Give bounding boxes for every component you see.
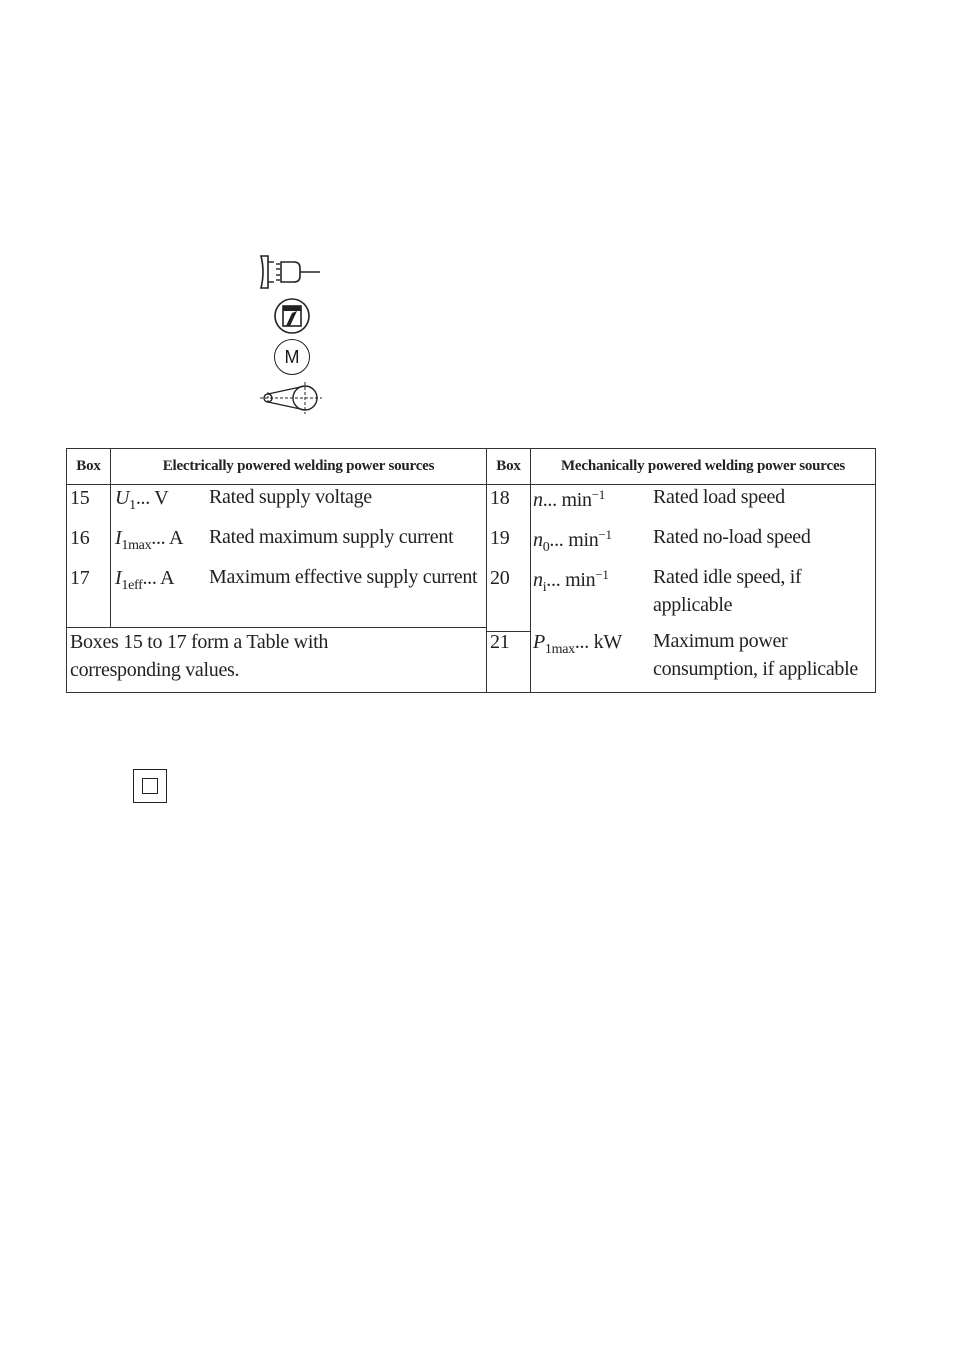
mechanical-box-21: 21 bbox=[490, 631, 510, 653]
description: Rated maximum supply current bbox=[209, 526, 454, 548]
table-header-row bbox=[67, 449, 876, 485]
electrical-box-15: 15 bbox=[70, 487, 90, 509]
symbol-unit: ... V bbox=[135, 487, 169, 509]
symbol-unit: ... min bbox=[546, 569, 596, 591]
engine-symbol-icon bbox=[273, 297, 311, 335]
description: Rated load speed bbox=[653, 486, 785, 508]
mains-plug-icon bbox=[258, 254, 322, 290]
mechanical-box-20: 20 bbox=[490, 567, 510, 589]
symbol-main: n bbox=[533, 569, 543, 591]
symbol-unit-sup: −1 bbox=[591, 487, 605, 502]
electrical-box-16: 16 bbox=[70, 527, 90, 549]
symbol-main: U bbox=[115, 487, 130, 509]
header-mechanical: Mechanically powered welding power sources bbox=[531, 449, 876, 485]
mechanical-box-column bbox=[487, 485, 531, 693]
description: Rated supply voltage bbox=[209, 486, 372, 508]
double-insulation-icon bbox=[133, 769, 167, 803]
electrical-note: Boxes 15 to 17 form a Table with corresponding values. bbox=[70, 631, 329, 681]
symbol-sub: 1max bbox=[121, 538, 152, 553]
electrical-note-cell bbox=[67, 628, 487, 693]
header-box-left: Box bbox=[67, 449, 111, 485]
header-electrical: Electrically powered welding power sources bbox=[111, 449, 487, 485]
symbol-sub: i bbox=[542, 580, 547, 595]
motor-letter: M bbox=[284, 347, 300, 367]
symbol-sub: 1 bbox=[129, 498, 136, 513]
electrical-box-17: 17 bbox=[70, 567, 90, 589]
symbol-unit: ... kW bbox=[574, 631, 622, 653]
symbol-unit: ... A bbox=[142, 567, 175, 589]
motor-m-icon bbox=[274, 339, 310, 375]
description: Rated idle speed, if applicable bbox=[653, 566, 802, 616]
symbol-main: n bbox=[533, 489, 543, 511]
symbol-sub: 1eff bbox=[121, 578, 143, 593]
rating-table bbox=[66, 448, 876, 693]
symbol-main: P bbox=[533, 631, 545, 653]
electrical-box-column bbox=[67, 485, 111, 628]
mechanical-box-19: 19 bbox=[490, 527, 510, 549]
symbol-unit: ... min bbox=[542, 489, 592, 511]
mechanical-box-18: 18 bbox=[490, 487, 510, 509]
symbol-main: n bbox=[533, 529, 543, 551]
mechanical-content-column bbox=[531, 485, 876, 693]
symbol-sub: 0 bbox=[542, 540, 550, 555]
symbol-unit: ... A bbox=[151, 527, 184, 549]
symbol-sub: 1max bbox=[544, 642, 575, 657]
description: Maximum effective supply current bbox=[209, 566, 478, 588]
symbol-main: I bbox=[115, 567, 122, 589]
description: Maximum power consumption, if applicable bbox=[653, 630, 858, 680]
table-body-row-1 bbox=[67, 485, 876, 628]
symbol-unit-sup: −1 bbox=[595, 567, 609, 582]
header-box-right: Box bbox=[487, 449, 531, 485]
symbol-unit-sup: −1 bbox=[598, 527, 612, 542]
symbol-main: I bbox=[115, 527, 122, 549]
symbol-unit: ... min bbox=[549, 529, 599, 551]
belt-drive-icon bbox=[258, 380, 324, 416]
description: Rated no-load speed bbox=[653, 526, 811, 548]
electrical-content-column bbox=[111, 485, 487, 628]
